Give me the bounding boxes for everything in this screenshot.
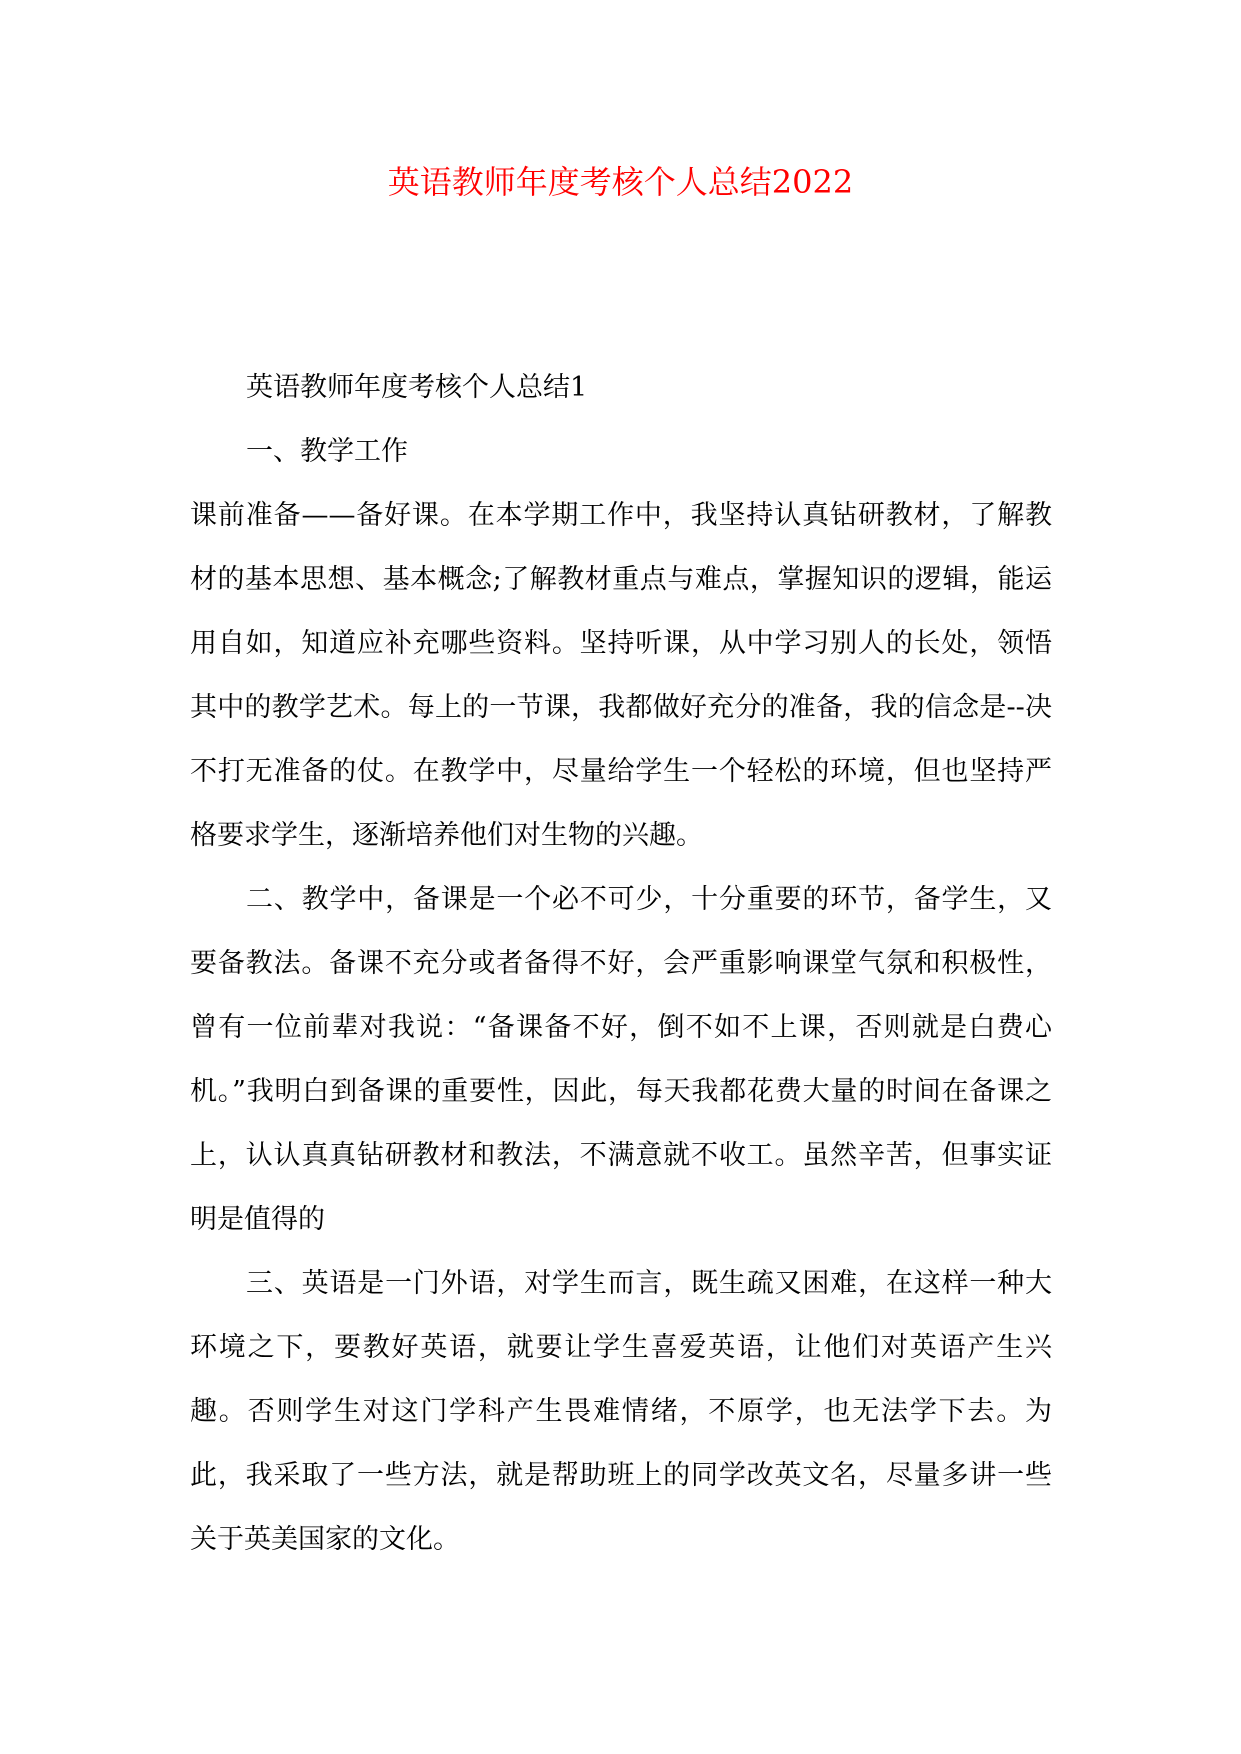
section-heading: 英语教师年度考核个人总结1: [246, 372, 588, 403]
body-paragraph: 二、教学中，备课是一个必不可少，十分重要的环节，备学生，又要备教法。备课不充分或者备得不好，会严重影响课堂气氛和积极性，曾有一位前辈对我说：“备课备不好，倒不如不上课，否则就是白费心机。”我明白到备课的重要性，因此，每天我都花费大量的时间在备课之上，认认真真钻研教材和教法，不满意就不收工。虽然辛苦，但事实证明是值得的: [190, 884, 1052, 1235]
document-title: 英语教师年度考核个人总结2022: [387, 163, 854, 201]
document-body: [190, 356, 1052, 1572]
body-paragraph: 三、英语是一门外语，对学生而言，既生疏又困难，在这样一种大环境之下，要教好英语，就要让学生喜爱英语，让他们对英语产生兴趣。否则学生对这门学科产生畏难情绪，不原学，也无法学下去。为此，我采取了一些方法，就是帮助班上的同学改英文名，尽量多讲一些关于英美国家的文化。: [190, 1268, 1052, 1555]
body-paragraph: 课前准备——备好课。在本学期工作中，我坚持认真钻研教材，了解教材的基本思想、基本概念;了解教材重点与难点，掌握知识的逻辑，能运用自如，知道应补充哪些资料。坚持听课，从中学习别人的长处，领悟其中的教学艺术。每上的一节课，我都做好充分的准备，我的信念是--决不打无准备的仗。在教学中，尽量给学生一个轻松的环境，但也坚持严格要求学生，逐渐培养他们对生物的兴趣。: [190, 500, 1052, 851]
subsection-heading: 一、教学工作: [246, 436, 408, 467]
